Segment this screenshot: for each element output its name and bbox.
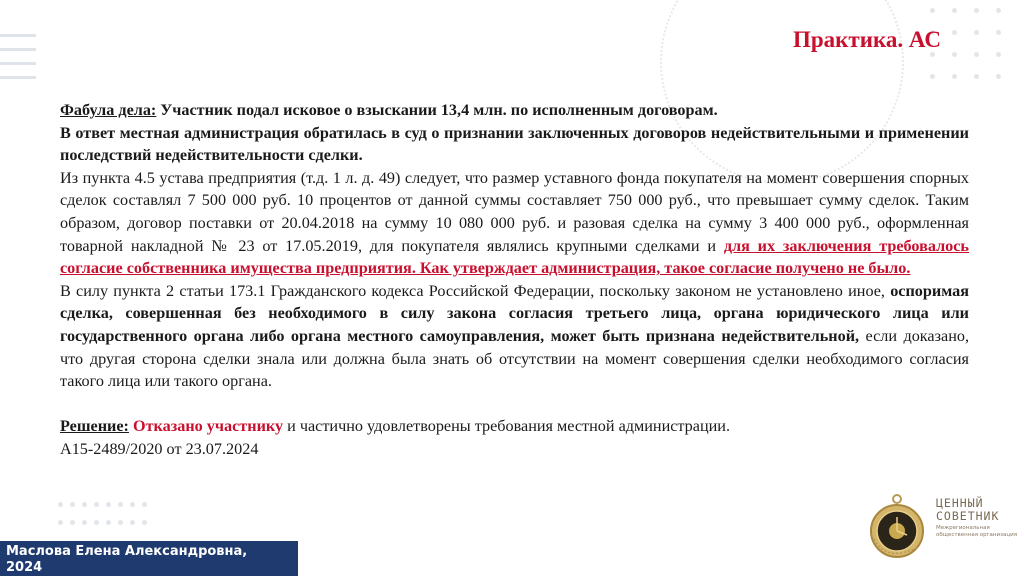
- company-logo: [866, 487, 1016, 567]
- decor-dot: [94, 502, 99, 507]
- decor-dot: [118, 502, 123, 507]
- decor-dot: [930, 8, 935, 13]
- decision-label: Решение:: [60, 417, 129, 436]
- decor-stripes: [0, 34, 36, 90]
- decor-dot: [142, 520, 147, 525]
- author-name: Маслова Елена Александровна,: [6, 544, 248, 559]
- decor-dot: [996, 30, 1001, 35]
- decor-dot: [996, 8, 1001, 13]
- fabula-label: Фабула дела:: [60, 101, 157, 119]
- decor-dot: [94, 520, 99, 525]
- decor-dot: [952, 74, 957, 79]
- decor-dot: [952, 30, 957, 35]
- fabula-text: Участник подал исковое о взыскании 13,4 млн. по исполненным договорам.: [156, 101, 718, 119]
- author-year: 2024: [6, 560, 43, 575]
- logo-line2: СОВЕТНИК: [936, 509, 1000, 523]
- decor-dots-bottom-left: [58, 502, 158, 532]
- decor-dot: [82, 502, 87, 507]
- decor-dot: [974, 74, 979, 79]
- logo-subtitle: Межрегиональная общественная организация: [936, 525, 1018, 538]
- decor-dot: [974, 52, 979, 57]
- decor-dots-top-right: [930, 8, 1020, 88]
- decor-dot: [952, 8, 957, 13]
- facts-paragraph: [60, 167, 969, 280]
- decor-dot: [70, 520, 75, 525]
- law-text-end: если доказано, что другая сторона сделки знала или должна была знать об отсутствии на момент совершения сделки необходимого согласия такого лица или такого органа.: [60, 326, 969, 391]
- decor-dot: [58, 502, 63, 507]
- decor-dot: [130, 502, 135, 507]
- answer-paragraph: В ответ местная администрация обратилась в суд о признании заключенных договоров недействительными и применении последствий недействительности сделки.: [60, 123, 969, 165]
- decision-rest: и частично удовлетворены требования местной администрации.: [283, 417, 730, 436]
- slide-title: Практика. АС: [793, 27, 941, 52]
- decor-dot: [70, 502, 75, 507]
- decor-dot: [974, 30, 979, 35]
- decor-dot: [974, 8, 979, 13]
- decor-dot: [952, 52, 957, 57]
- decor-dot: [82, 520, 87, 525]
- decor-dot: [106, 502, 111, 507]
- logo-name: [936, 497, 999, 523]
- law-text-start: В силу пункта 2 статьи 173.1 Гражданского кодекса Российской Федерации, поскольку законом не установлено иное,: [60, 281, 891, 300]
- law-paragraph: [60, 280, 969, 393]
- decor-dot: [130, 520, 135, 525]
- law-text-bold: оспоримая сделка, совершенная без необходимого в силу закона согласия третьего лица, органа юридического лица или государственного органа либо органа местного самоуправления, может быть признана недействительной,: [60, 281, 969, 345]
- decor-dot: [118, 520, 123, 525]
- facts-text: Из пункта 4.5 устава предприятия (т.д. 1 л. д. 49) следует, что размер уставного фонда покупателя на момент совершения спорных сделок составлял 7 500 000 руб. 10 процентов от данной суммы составляет 750 000 руб., что превышает сумму сделок. Таким образом, договор поставки от 20.04.2018 на сумму 10 080 000 руб. и разовая сделка на сумму 3 400 000 руб., оформленная товарной накладной № 23 от 17.05.2019, для покупателя являлись крупными сделками и: [60, 168, 969, 255]
- consent-highlight: для их заключения требовалось согласие собственника имущества предприятия. Как утверждает администрация, такое согласие получено не было.: [60, 236, 969, 278]
- decor-dot: [106, 520, 111, 525]
- decor-dot: [930, 74, 935, 79]
- case-number: А15-2489/2020 от 23.07.2024: [60, 439, 259, 458]
- author-footer: [0, 541, 298, 576]
- decor-dot: [996, 74, 1001, 79]
- pocket-watch-icon: [866, 493, 928, 559]
- slide-content: [60, 99, 969, 461]
- decision-paragraph: [60, 415, 969, 438]
- fabula-paragraph: [60, 99, 969, 122]
- decor-dot: [996, 52, 1001, 57]
- decision-refused: Отказано участнику: [128, 417, 284, 436]
- logo-line1: ЦЕННЫЙ: [936, 496, 984, 510]
- decor-dot: [58, 520, 63, 525]
- decor-dot: [142, 502, 147, 507]
